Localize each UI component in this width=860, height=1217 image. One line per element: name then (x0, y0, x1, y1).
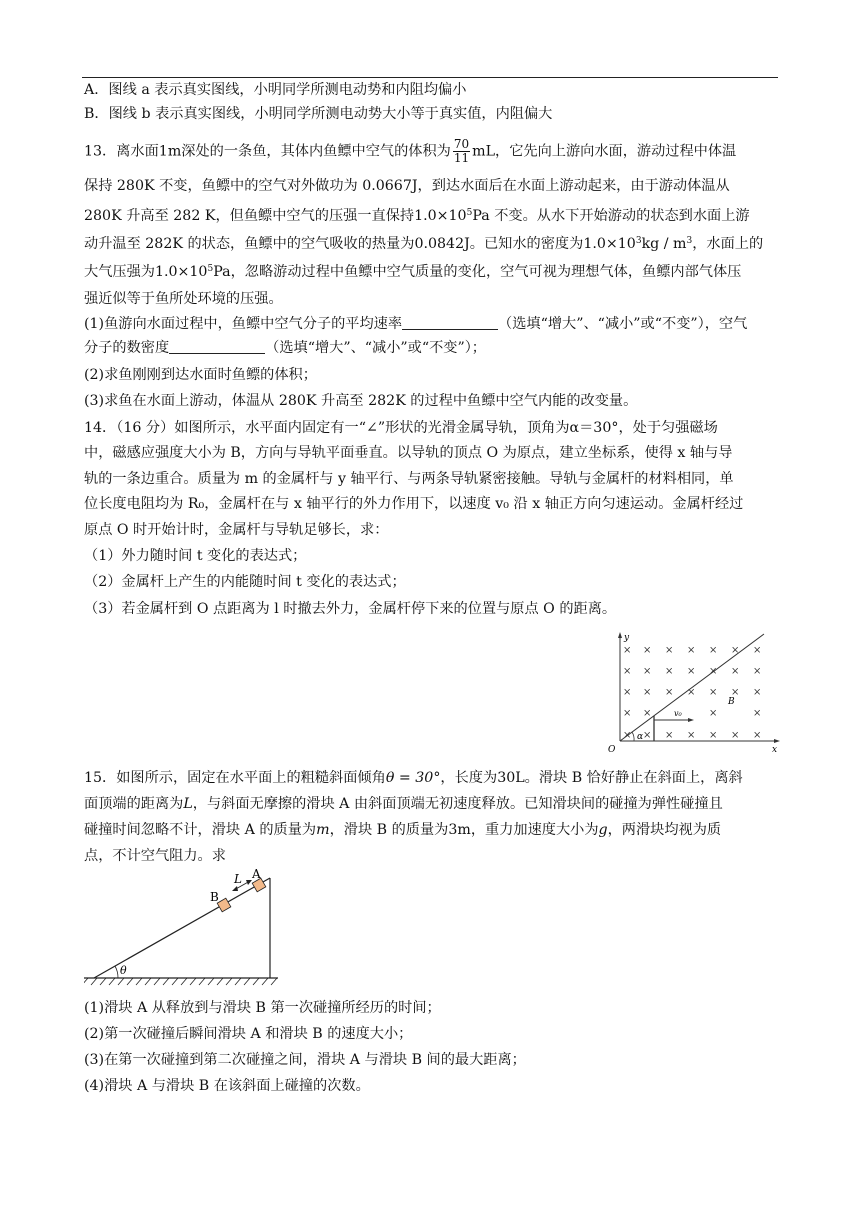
block-a-label: A (252, 867, 261, 881)
ground-hatch (163, 978, 169, 985)
ground-hatch (199, 978, 205, 985)
q14-part3: （3）若金属杆到 O 点距离为 l 时撤去外力，金属杆停下来的位置与原点 O 的距离。 (84, 601, 617, 617)
q13-part1-line2: 分子的数密度 （选填“增大”、“减小”或“不变”）； (84, 340, 486, 356)
q13-part1-line1: (1)鱼游向水面过程中，鱼鳔中空气分子的平均速率 （选填“增大”、“减小”或“不变”），空气 (84, 316, 748, 332)
origin-label: O (608, 745, 616, 755)
ground-hatch (172, 978, 178, 985)
field-cross: × (753, 730, 762, 741)
q13-line6: 强近似等于鱼所处环境的压强。 (84, 291, 283, 307)
q13-line5: 大气压强为$1.0\times 10^5Pa$，忽略游动过程中鱼鳔中空气质量的变化，空气可视为理想气体，鱼鳔内部气体压 (84, 264, 742, 280)
field-cross: × (753, 666, 762, 677)
q15-part1: (1)滑块 A 从释放到与滑块 B 第一次碰撞所经历的时间； (84, 1000, 441, 1016)
q13-line3: 280K 升高至 282 K，但鱼鳔中空气的压强一直保持$1.0\times 10^5Pa$ 不变。从水下开始游动的状态到水面上游 (84, 208, 750, 224)
q15-incline-figure (84, 866, 284, 990)
field-cross: × (643, 730, 652, 741)
field-cross: × (643, 666, 652, 677)
ground-hatch (84, 978, 88, 985)
ground-hatch (109, 978, 115, 985)
q14-line1: 14．（16 分）如图所示，水平面内固定有一“∠”形状的光滑金属导轨，顶角为α＝30°，处于匀强磁场 (84, 420, 718, 436)
ground-hatch (181, 978, 187, 985)
field-cross: × (709, 730, 718, 741)
q14-part2: （2）金属杆上产生的内能随时间 t 变化的表达式； (84, 574, 406, 590)
field-cross: × (643, 645, 652, 656)
q15-line1: 15．如图所示，固定在水平面上的粗糙斜面倾角θ = 30°，长度为30L。滑块 B 恰好静止在斜面上，离斜 (84, 770, 743, 786)
ground-hatch (208, 978, 214, 985)
q13-line1: 13．离水面1m深处的一条鱼，其体内鱼鳔中空气的体积为 $\frac{70}{11}$ mL，它先向上游向水面，游动过程中体温 (84, 137, 737, 165)
answer-blank-speed[interactable] (402, 315, 498, 330)
length-l-label: L (234, 872, 242, 886)
field-cross: × (623, 708, 632, 719)
theta-label: θ (120, 964, 127, 977)
ground-hatch (127, 978, 133, 985)
ground-hatch (217, 978, 223, 985)
q15-part3: (3)在第一次碰撞到第二次碰撞之间，滑块 A 与滑块 B 间的最大距离； (84, 1052, 526, 1068)
q15-line4: 点，不计空气阻力。求 (84, 848, 226, 864)
field-cross: × (709, 687, 718, 698)
q13-part2: (2)求鱼刚刚到达水面时鱼鳔的体积； (84, 367, 317, 383)
field-cross: × (665, 645, 674, 656)
q13-part3: (3)求鱼在水面上游动，体温从 280K 升高至 282K 的过程中鱼鳔中空气内能的改变量。 (84, 393, 638, 409)
field-cross: × (643, 708, 652, 719)
q14-line5: 原点 O 时开始计时，金属杆与导轨足够长，求： (84, 522, 389, 538)
ground-hatch (271, 978, 277, 985)
option-b: B．图线 b 表示真实图线，小明同学所测电动势大小等于真实值，内阻偏大 (84, 106, 553, 122)
option-a: A．图线 a 表示真实图线，小明同学所测电动势和内阻均偏小 (84, 82, 467, 98)
field-cross: × (623, 645, 632, 656)
q14-part1: （1）外力随时间 t 变化的表达式； (84, 548, 307, 564)
field-cross: × (731, 645, 740, 656)
field-cross: × (623, 730, 632, 741)
top-rule (82, 77, 778, 78)
ground-hatch (253, 978, 259, 985)
b-field-label: B (728, 697, 735, 707)
field-cross: × (623, 666, 632, 677)
q13-line4: 动升温至 282K 的状态，鱼鳔中的空气吸收的热量为0.0842J。已知水的密度为$1.0\times 10^3kg / m^3$，水面上的 (84, 236, 764, 252)
field-cross: × (665, 730, 674, 741)
ground-hatch (244, 978, 250, 985)
ground-hatch (262, 978, 268, 985)
ground-hatch (136, 978, 142, 985)
q14-rail-figure (604, 628, 784, 756)
field-cross: × (709, 645, 718, 656)
field-cross: × (709, 708, 718, 719)
q15-line3: 碰撞时间忽略不计，滑块 A 的质量为m，滑块 B 的质量为3m，重力加速度大小为g，两滑块均视为质 (84, 822, 722, 838)
field-cross: × (687, 687, 696, 698)
field-cross: × (709, 666, 718, 677)
q14-line3: 轨的一条边重合。质量为 m 的金属杆与 y 轴平行、与两条导轨紧密接触。导轨与金属杆的材料相同，单 (84, 471, 734, 487)
field-cross: × (665, 666, 674, 677)
ground-hatch (226, 978, 232, 985)
ground-hatch (190, 978, 196, 985)
q13-line2: 保持 280K 不变，鱼鳔中的空气对外做功为 0.0667J，到达水面后在水面上游动起来，由于游动体温从 (84, 178, 730, 194)
field-cross: × (687, 730, 696, 741)
velocity-label: v₀ (674, 709, 682, 718)
field-cross: × (665, 687, 674, 698)
field-cross: × (643, 687, 652, 698)
ground-hatch (118, 978, 124, 985)
field-cross: × (731, 666, 740, 677)
field-cross: × (623, 687, 632, 698)
q15-line2: 面顶端的距离为L，与斜面无摩擦的滑块 A 由斜面顶端无初速度释放。已知滑块间的碰撞为弹性碰撞且 (84, 796, 723, 812)
q13-volume-fraction: $\frac{70}{11}$ (453, 137, 470, 165)
field-cross: × (753, 687, 762, 698)
alpha-label: α (637, 732, 644, 742)
field-cross: × (731, 687, 740, 698)
ground-hatch (91, 978, 97, 985)
y-axis-label: y (624, 633, 630, 643)
field-cross: × (687, 645, 696, 656)
block-b-label: B (210, 890, 219, 904)
ground-hatch (154, 978, 160, 985)
q14-line4: 位长度电阻均为 R₀，金属杆在与 x 轴平行的外力作用下，以速度 v₀ 沿 x 轴正方向匀速运动。金属杆经过 (84, 496, 744, 512)
x-axis-label: x (772, 745, 778, 755)
field-cross: × (753, 645, 762, 656)
q15-part4: (4)滑块 A 与滑块 B 在该斜面上碰撞的次数。 (84, 1078, 370, 1094)
q15-part2: (2)第一次碰撞后瞬间滑块 A 和滑块 B 的速度大小； (84, 1026, 413, 1042)
answer-blank-density[interactable] (169, 339, 265, 354)
ground-hatch (235, 978, 241, 985)
magnetic-field-crosses (623, 645, 761, 741)
ground-hatch (145, 978, 151, 985)
field-cross: × (731, 730, 740, 741)
q14-line2: 中，磁感应强度大小为 B，方向与导轨平面垂直。以导轨的顶点 O 为原点，建立坐标系，使得 x 轴与导 (84, 445, 733, 461)
field-cross: × (687, 666, 696, 677)
field-cross: × (753, 708, 762, 719)
ground-hatch (100, 978, 106, 985)
block-b (217, 898, 231, 912)
